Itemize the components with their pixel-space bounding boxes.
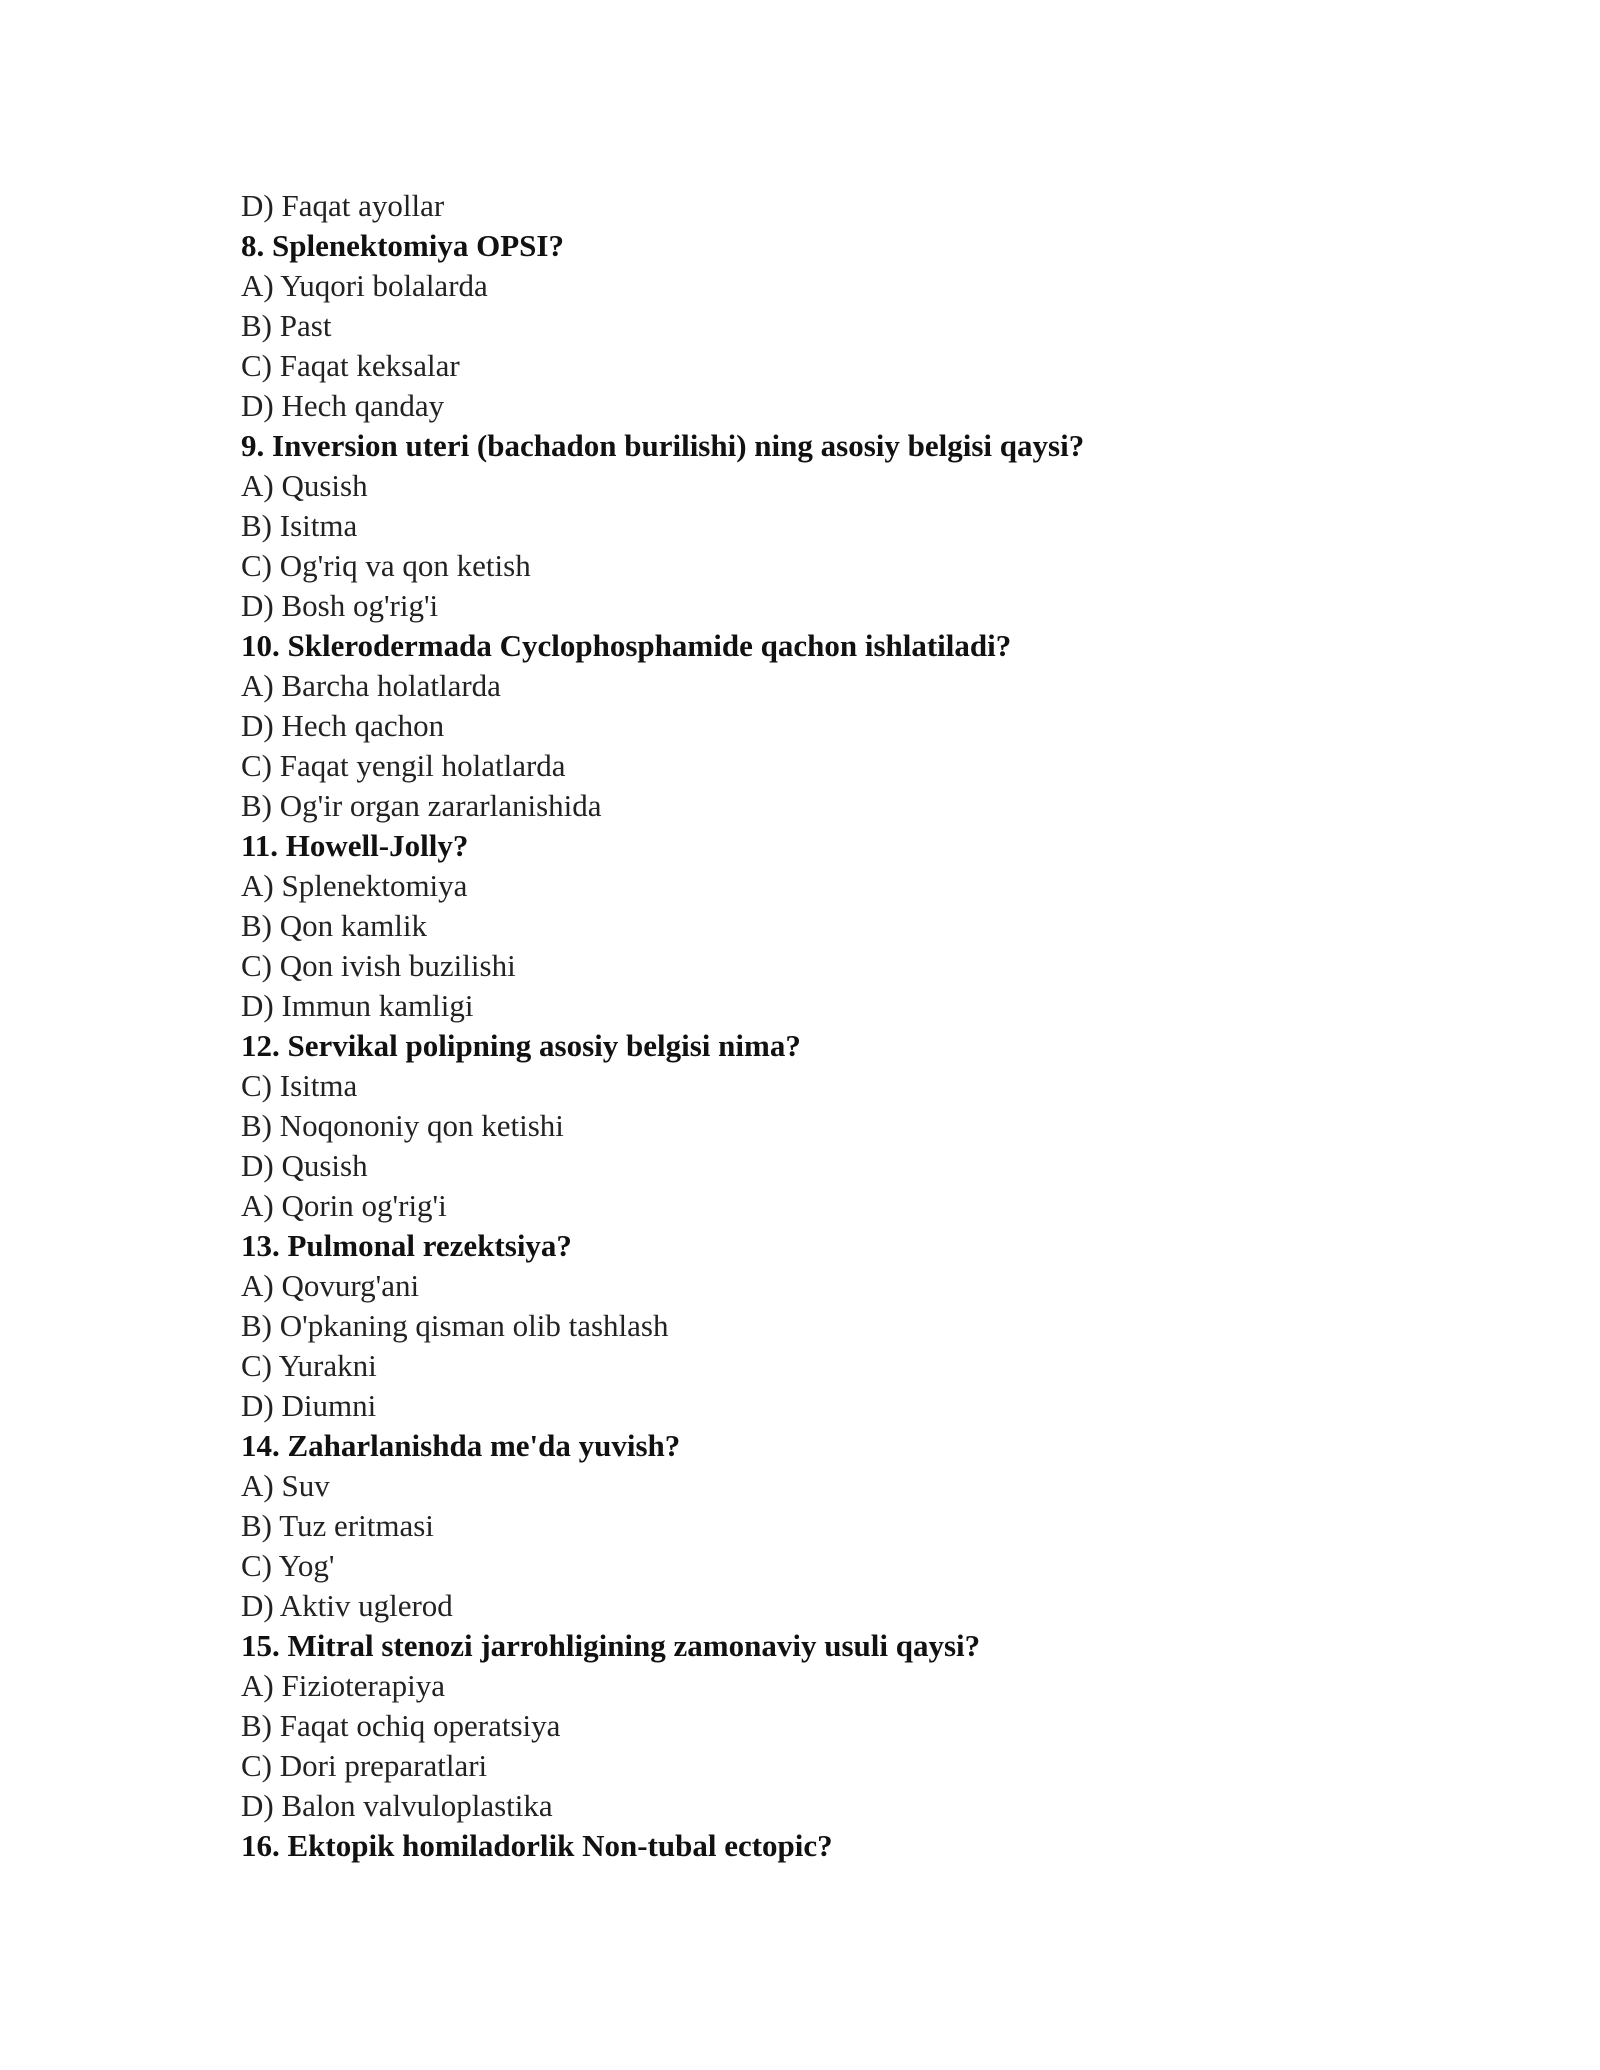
answer-option: B) Tuz eritmasi (241, 1508, 434, 1543)
answer-option: A) Suv (241, 1468, 330, 1503)
answer-option: C) Qon ivish buzilishi (241, 948, 516, 983)
answer-option: C) Faqat keksalar (241, 348, 460, 383)
answer-option: C) Faqat yengil holatlarda (241, 748, 566, 783)
question-heading: 8. Splenektomiya OPSI? (241, 228, 564, 263)
answer-option: A) Qovurg'ani (241, 1268, 420, 1303)
answer-option: D) Aktiv uglerod (241, 1588, 453, 1623)
answer-option: A) Splenektomiya (241, 868, 468, 903)
answer-option: B) O'pkaning qisman olib tashlash (241, 1308, 669, 1343)
answer-option: D) Hech qanday (241, 388, 445, 423)
answer-option: C) Dori preparatlari (241, 1748, 488, 1783)
answer-option: A) Barcha holatlarda (241, 668, 501, 703)
question-heading: 12. Servikal polipning asosiy belgisi nima? (241, 1028, 801, 1063)
answer-option: D) Hech qachon (241, 708, 445, 743)
answer-option: D) Faqat ayollar (241, 188, 445, 223)
answer-option: A) Qorin og'rig'i (241, 1188, 447, 1223)
answer-option: B) Faqat ochiq operatsiya (241, 1708, 561, 1743)
answer-option: B) Qon kamlik (241, 908, 427, 943)
answer-option: D) Diumni (241, 1388, 377, 1423)
answer-option: B) Isitma (241, 508, 358, 543)
answer-option: D) Bosh og'rig'i (241, 588, 439, 623)
question-heading: 11. Howell-Jolly? (241, 828, 469, 863)
document-body (241, 186, 1441, 1866)
answer-option: B) Past (241, 308, 332, 343)
answer-option: C) Yurakni (241, 1348, 377, 1383)
question-heading: 10. Sklerodermada Cyclophosphamide qachon ishlatiladi? (241, 628, 1012, 663)
question-heading: 9. Inversion uteri (bachadon burilishi) ning asosiy belgisi qaysi? (241, 428, 1085, 463)
answer-option: C) Isitma (241, 1068, 358, 1103)
answer-option: B) Og'ir organ zararlanishida (241, 788, 602, 823)
answer-option: B) Noqononiy qon ketishi (241, 1108, 564, 1143)
answer-option: C) Og'riq va qon ketish (241, 548, 531, 583)
question-heading: 14. Zaharlanishda me'da yuvish? (241, 1428, 681, 1463)
answer-option: A) Fizioterapiya (241, 1668, 446, 1703)
answer-option: D) Qusish (241, 1148, 368, 1183)
answer-option: C) Yog' (241, 1548, 335, 1583)
question-heading: 16. Ektopik homiladorlik Non-tubal ectopic? (241, 1828, 833, 1863)
answer-option: A) Qusish (241, 468, 368, 503)
answer-option: D) Immun kamligi (241, 988, 474, 1023)
question-heading: 13. Pulmonal rezektsiya? (241, 1228, 572, 1263)
answer-option: A) Yuqori bolalarda (241, 268, 488, 303)
answer-option: D) Balon valvuloplastika (241, 1788, 553, 1823)
question-heading: 15. Mitral stenozi jarrohligining zamonaviy usuli qaysi? (241, 1628, 981, 1663)
